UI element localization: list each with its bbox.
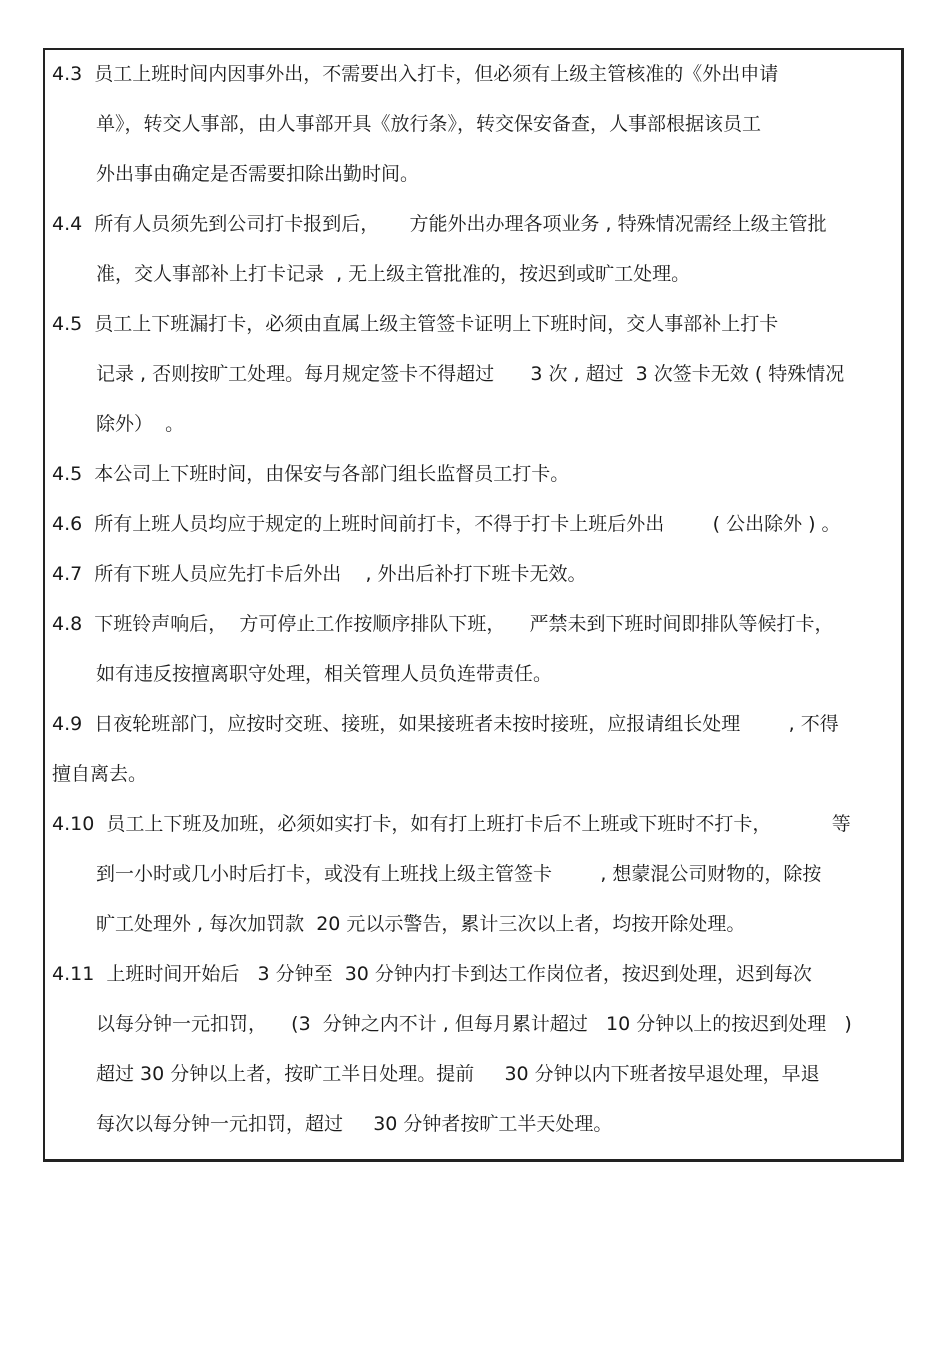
text-line-22: 每次以每分钟一元扣罚，超过 30 分钟者按旷工半天处理。 <box>96 1113 613 1135</box>
text-line-16: 4.10 员工上下班及加班，必须如实打卡，如有打上班打卡后不上班或下班时不打卡， 等 <box>52 813 851 835</box>
text-line-5: 准，交人事部补上打卡记录 , 无上级主管批准的，按迟到或旷工处理。 <box>96 263 691 285</box>
text-line-2: 单》，转交人事部，由人事部开具《放行条》，转交保安备查，人事部根据该员工 <box>96 113 762 135</box>
text-line-7: 记录 , 否则按旷工处理。每月规定签卡不得超过 3 次 , 超过 3 次签卡无效 ( 特殊情况 <box>96 363 845 385</box>
text-line-12: 4.8 下班铃声响后， 方可停止工作按顺序排队下班， 严禁未到下班时间即排队等候打卡， <box>52 613 834 635</box>
text-line-17: 到一小时或几小时后打卡，或没有上班找上级主管签卡 , 想蒙混公司财物的，除按 <box>96 863 822 885</box>
text-line-4: 4.4 所有人员须先到公司打卡报到后， 方能外出办理各项业务 , 特殊情况需经上级主管批 <box>52 213 827 235</box>
text-line-1: 4.3 员工上班时间内因事外出，不需要出入打卡，但必须有上级主管核准的《外出申请 <box>52 63 779 85</box>
text-line-3: 外出事由确定是否需要扣除出勤时间。 <box>96 163 420 185</box>
text-line-14: 4.9 日夜轮班部门，应按时交班、接班，如果接班者未按时接班，应报请组长处理 , 不得 <box>52 713 839 735</box>
text-line-18: 旷工处理外 , 每次加罚款 20 元以示警告，累计三次以上者，均按开除处理。 <box>96 913 746 935</box>
text-line-19: 4.11 上班时间开始后 3 分钟至 30 分钟内打卡到达工作岗位者，按迟到处理，迟到每次 <box>52 963 812 985</box>
text-line-9: 4.5 本公司上下班时间，由保安与各部门组长监督员工打卡。 <box>52 463 570 485</box>
text-line-21: 超过 30 分钟以上者，按旷工半日处理。提前 30 分钟以内下班者按早退处理，早退 <box>96 1063 820 1085</box>
text-line-13: 如有违反按擅离职守处理，相关管理人员负连带责任。 <box>96 663 553 685</box>
text-line-8: 除外） 。 <box>96 413 185 435</box>
text-line-15: 擅自离去。 <box>52 763 148 785</box>
text-line-20: 以每分钟一元扣罚， (3 分钟之内不计 , 但每月累计超过 10 分钟以上的按迟到处理 ) <box>96 1013 852 1035</box>
text-line-6: 4.5 员工上下班漏打卡，必须由直属上级主管签卡证明上下班时间，交人事部补上打卡 <box>52 313 779 335</box>
text-line-10: 4.6 所有上班人员均应于规定的上班时间前打卡，不得于打卡上班后外出 ( 公出除外 ) 。 <box>52 513 841 535</box>
text-line-11: 4.7 所有下班人员应先打卡后外出 , 外出后补打下班卡无效。 <box>52 563 587 585</box>
